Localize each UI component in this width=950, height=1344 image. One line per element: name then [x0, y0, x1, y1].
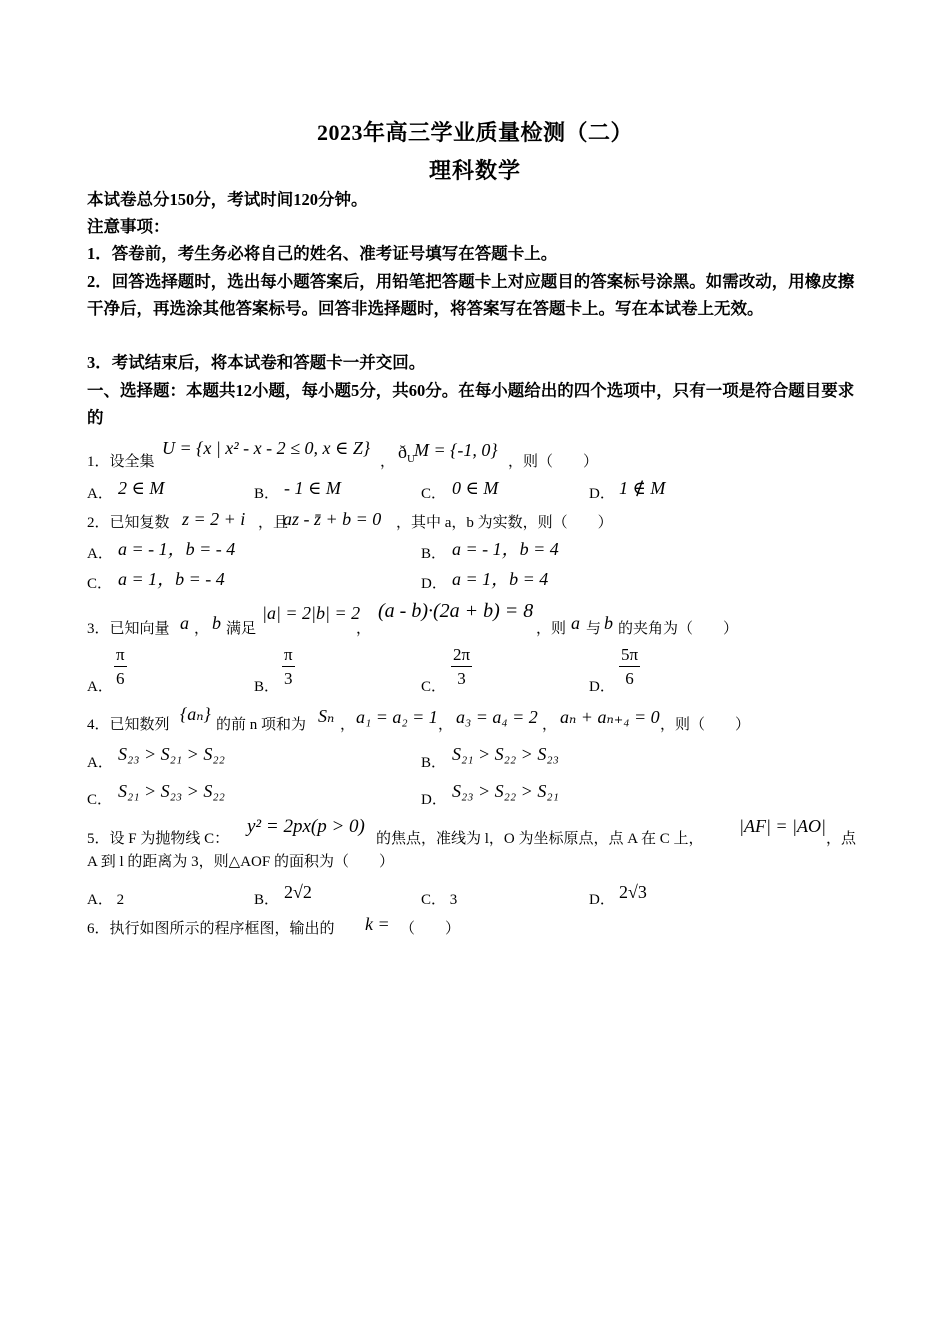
q1-option-a: A．	[87, 486, 113, 502]
q4-option-a-value: S₂₃ > S₂₁ > S₂₂	[118, 744, 225, 764]
q3-option-c: C．	[421, 679, 447, 695]
page-subtitle: 理科数学	[428, 158, 521, 183]
q5-condition: |AF| = |AO|	[739, 816, 826, 836]
q1-option-d-value: 1 ∉ M	[619, 478, 666, 498]
exam-page: 2023年高三学业质量检测（二） 理科数学 本试卷总分150分，考试时间120分钟。 注意事项： 1．答卷前，考生务必将自己的姓名、准考证号填写在答题卡上。 2．回答选择题时，选出每小题答案后，用铅笔把答题卡上对应题目的答案标号涂黑。如需改动，用橡皮擦干净后，再选涂其他答案标号。回答非选择题时，将答案写在答题卡上。写在本试卷上无效。 3．考试结束后，将本试卷和答题卡一并交回。 一、选择题：本题共12小题，每小题5分，共60分。在每小题给出的四个选项中，只有一项是符合题目要求的 1．设全集 U = {x | x² - x - 2 ≤ 0, x ∈ Z} ， $ð_U$ M = {-1, 0} ，则（ ） A． 2 ∈ M B． - 1 ∈ M C． 0 ∈ M D． 1 ∉ M 2．已知复数 z = 2 + i ，且 az - z̄ + b = 0 ，其中 a，b 为实数，则（ ） A． a = - 1，b = - 4 B． a = - 1，b = 4 C． a = 1，b = - 4 D． a = 1，b = 4 3．已知向量 a ， b 满足 |a| = 2|b| = 2 ， (a - b)·(2a + b) = 8 ，则 a 与 b 的夹角为（ ） A． $\frac{\pi}{6}$ B． $\frac{\pi}{3}$ C． $\frac{2\pi}{3}$ D． $\frac{5\pi}{6}$ 4．已知数列 {aₙ} 的前 n 项和为 Sₙ ， a₁ = a₂ = 1 ， a₃ = a₄ = 2 ， aₙ + aₙ₊₄ = 0 ，则（ ） A． S₂₃ > S₂₁ > S₂₂ B． S₂₁ > S₂₂ > S₂₃ C． S₂₁ > S₂₃ > S₂₂ D． S₂₃ > S₂₂ > S₂₁ 5．设 F 为抛物线 C： y² = 2px(p > 0) 的焦点，准线为 l，O 为坐标原点，点 A 在 C 上， |AF| = |AO| ，点 A 到 l 的距离为 3，则△AOF 的面积为（ ） A． 2 B． 2√2 C． 3 D． 2√3 6．执行如图所示的程序框图，输出的 k = （ ）	[0, 0, 950, 1344]
q4-sn: Sₙ	[318, 706, 335, 726]
q1-option-b: B．	[254, 486, 280, 502]
q5-equation: y² = 2px(p > 0)	[247, 816, 365, 837]
q4-condition-3: aₙ + aₙ₊₄ = 0	[560, 707, 660, 727]
q1-set-u: U = {x | x² - x - 2 ≤ 0, x ∈ Z}	[162, 438, 371, 458]
q1-option-c: C．	[421, 486, 447, 502]
q4-option-c: C．	[87, 792, 113, 808]
q3-suffix: 的夹角为（ ）	[618, 621, 739, 637]
q5-option-c: C． 3	[421, 892, 458, 908]
q5-option-b: B．	[254, 892, 280, 908]
q3-prefix: 3．已知向量	[87, 621, 170, 637]
q2-option-d: D．	[421, 576, 447, 592]
q1-complement: $ð_U$	[398, 442, 415, 465]
q4-option-d-value: S₂₃ > S₂₂ > S₂₁	[452, 781, 559, 801]
q4-condition-2: a₃ = a₄ = 2	[456, 707, 538, 727]
q4-condition-1: a₁ = a₂ = 1	[356, 707, 438, 727]
q3-option-d: D．	[589, 679, 615, 695]
q1-suffix: ，则（ ）	[508, 454, 599, 470]
q6-suffix: （ ）	[400, 921, 461, 937]
q1-option-c-value: 0 ∈ M	[452, 478, 499, 498]
q3-condition-1: |a| = 2|b| = 2	[262, 603, 361, 623]
q2-option-a-value: a = - 1，b = - 4	[118, 539, 236, 559]
notice-item-1: 1．答卷前，考生务必将自己的姓名、准考证号填写在答题卡上。	[87, 244, 558, 263]
score-line: 本试卷总分150分，考试时间120分钟。	[87, 190, 368, 209]
q3-option-b: B．	[254, 679, 280, 695]
q2-option-d-value: a = 1，b = 4	[452, 569, 549, 589]
notice-heading: 注意事项：	[87, 217, 170, 236]
q3-option-c-value: $\frac{2\pi}{3}$	[453, 645, 471, 688]
q1-option-d: D．	[589, 486, 615, 502]
q6-prefix: 6．执行如图所示的程序框图，输出的	[87, 921, 335, 937]
q4-prefix: 4．已知数列	[87, 717, 170, 733]
q4-suffix: ，则（ ）	[660, 717, 751, 733]
q1-option-b-value: - 1 ∈ M	[284, 478, 341, 498]
q2-option-b: B．	[421, 546, 447, 562]
q2-equation: az - z̄ + b = 0	[283, 509, 382, 529]
q3-option-b-value: $\frac{\pi}{3}$	[284, 645, 293, 688]
q5-option-d-value: 2√3	[619, 882, 647, 902]
q4-mid: 的前 n 项和为	[216, 717, 307, 733]
q1-option-a-value: 2 ∈ M	[118, 478, 165, 498]
q6-k: k =	[365, 914, 390, 934]
q5-option-d: D．	[589, 892, 615, 908]
q3-condition-2: (a - b)·(2a + b) = 8	[378, 600, 534, 622]
q4-option-a: A．	[87, 755, 113, 771]
q2-option-a: A．	[87, 546, 113, 562]
q1-complement-m: M = {-1, 0}	[414, 440, 498, 460]
q2-z: z = 2 + i	[182, 509, 246, 529]
q3-option-a-value: $\frac{\pi}{6}$	[116, 645, 125, 688]
notice-item-2: 2．回答选择题时，选出每小题答案后，用铅笔把答题卡上对应题目的答案标号涂黑。如需改动，用橡皮擦干净后，再选涂其他答案标号。回答非选择题时，将答案写在答题卡上。写在本试卷上无效。	[87, 272, 855, 318]
q2-option-c-value: a = 1，b = - 4	[118, 569, 225, 589]
q2-suffix: ，其中 a，b 为实数，则（ ）	[396, 515, 613, 531]
q5-prefix: 5．设 F 为抛物线 C：	[87, 831, 230, 847]
q3-option-d-value: $\frac{5\pi}{6}$	[621, 645, 639, 688]
section-heading: 一、选择题：本题共12小题，每小题5分，共60分。在每小题给出的四个选项中，只有一项是符合题目要求的	[87, 381, 855, 427]
q5-option-a: A． 2	[87, 892, 125, 908]
q2-option-b-value: a = - 1，b = 4	[452, 539, 559, 559]
q4-option-c-value: S₂₁ > S₂₃ > S₂₂	[118, 781, 225, 801]
page-title: 2023年高三学业质量检测（二）	[316, 120, 633, 145]
notice-item-3: 3．考试结束后，将本试卷和答题卡一并交回。	[87, 353, 426, 372]
q3-vector-b: b	[212, 613, 221, 633]
q4-option-d: D．	[421, 792, 447, 808]
q5-line-2: A 到 l 的距离为 3，则△AOF 的面积为（ ）	[87, 854, 394, 870]
q2-option-c: C．	[87, 576, 113, 592]
q3-vector-a: a	[180, 613, 189, 633]
q3-mid: 满足	[226, 621, 257, 637]
q2-prefix: 2．已知复数	[87, 515, 170, 531]
q1-prefix: 1．设全集	[87, 454, 155, 470]
q5-option-b-value: 2√2	[284, 882, 312, 902]
q2-mid: ，且	[258, 515, 289, 531]
q4-sequence: {aₙ}	[180, 704, 211, 724]
q4-option-b: B．	[421, 755, 447, 771]
q5-mid: 的焦点，准线为 l，O 为坐标原点，点 A 在 C 上，	[376, 831, 704, 847]
q4-option-b-value: S₂₁ > S₂₂ > S₂₃	[452, 744, 559, 764]
q3-option-a: A．	[87, 679, 113, 695]
question-1	[87, 450, 155, 474]
